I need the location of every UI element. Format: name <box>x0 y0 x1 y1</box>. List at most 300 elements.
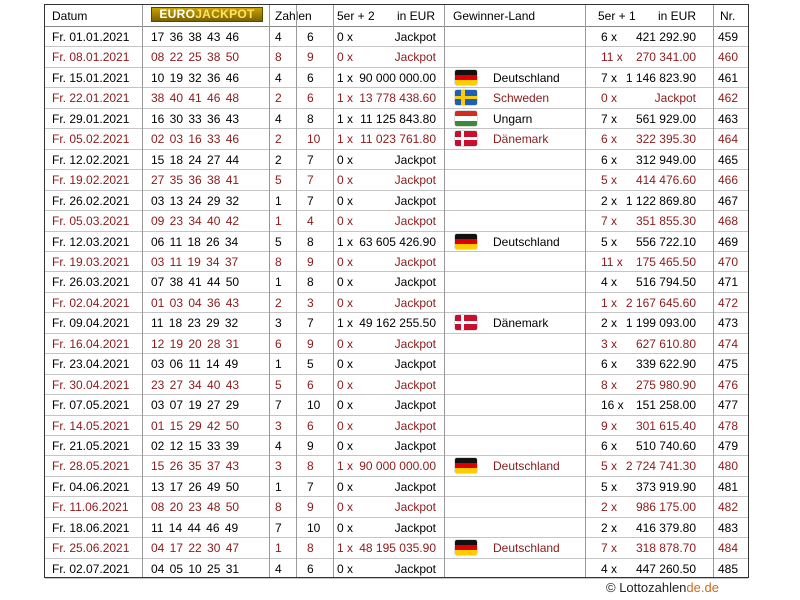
row-divider <box>45 537 748 538</box>
cell-prize-5plus1: 351 855.30 <box>635 214 696 229</box>
cell-winners-5plus1: 5 x <box>601 479 618 494</box>
cell-prize-5plus2: Jackpot <box>394 377 436 392</box>
cell-prize-5plus1: 312 949.00 <box>635 152 696 167</box>
cell-euro-2: 10 <box>307 132 321 147</box>
cell-prize-5plus1: 416 379.80 <box>635 520 696 535</box>
cell-euro-2: 3 <box>307 295 314 310</box>
table-row <box>45 416 748 436</box>
row-divider <box>45 210 748 211</box>
cell-date: Fr. 19.03.2021 <box>52 254 130 269</box>
cell-euro-2: 8 <box>307 541 314 556</box>
cell-euro-2: 10 <box>307 398 321 413</box>
cell-nr: 475 <box>717 357 738 372</box>
cell-date: Fr. 05.02.2021 <box>52 132 130 147</box>
table-row <box>45 150 748 170</box>
cell-euro-1: 2 <box>275 91 282 106</box>
cell-euro-1: 4 <box>275 439 282 453</box>
row-divider <box>45 231 748 232</box>
cell-euro-1: 8 <box>275 500 282 515</box>
flag-de-icon <box>455 234 477 249</box>
cell-winners-5plus1: 11 x <box>601 50 623 65</box>
cell-prize-5plus1: 270 341.00 <box>635 50 696 65</box>
cell-prize-5plus2: Jackpot <box>394 398 436 413</box>
cell-winners-5plus1: 2 x <box>601 520 618 535</box>
cell-prize-5plus2: Jackpot <box>394 50 436 65</box>
cell-winners-5plus2: 0 x <box>337 214 354 229</box>
cell-prize-5plus2: Jackpot <box>394 193 436 208</box>
table-row <box>45 88 748 108</box>
cell-numbers: 04 17 22 30 47 <box>151 541 240 556</box>
footer-tld: de.de <box>686 580 719 595</box>
header-in-eur-1: in EUR <box>397 9 436 23</box>
table-row <box>45 272 748 292</box>
cell-numbers: 07 38 41 44 50 <box>151 275 240 290</box>
cell-winners-5plus2: 1 x <box>337 132 354 147</box>
flag-se-icon <box>455 90 477 105</box>
cell-nr: 467 <box>717 193 738 208</box>
cell-prize-5plus1: 561 929.00 <box>635 111 696 126</box>
cell-euro-1: 5 <box>275 173 282 188</box>
table-row <box>45 477 748 497</box>
table-row <box>45 497 748 517</box>
cell-euro-1: 3 <box>275 418 282 433</box>
row-divider <box>45 169 748 170</box>
cell-numbers: 03 06 11 14 49 <box>151 357 239 372</box>
row-divider <box>45 251 748 252</box>
cell-euro-1: 1 <box>275 479 282 494</box>
cell-date: Fr. 09.04.2021 <box>52 316 130 331</box>
cell-prize-5plus2: Jackpot <box>394 214 436 229</box>
cell-winners-5plus2: 1 x <box>337 316 354 331</box>
table-row <box>45 211 748 231</box>
cell-winners-5plus1: 16 x <box>601 398 624 413</box>
cell-winners-5plus2: 0 x <box>337 561 354 576</box>
cell-date: Fr. 28.05.2021 <box>52 459 130 474</box>
cell-date: Fr. 25.06.2021 <box>52 541 130 556</box>
table-row <box>45 538 748 558</box>
cell-date: Fr. 15.01.2021 <box>52 70 130 85</box>
cell-nr: 462 <box>717 91 738 106</box>
cell-euro-2: 6 <box>307 30 314 44</box>
cell-numbers: 03 11 19 34 37 <box>151 254 239 269</box>
row-divider <box>45 353 748 354</box>
cell-winners-5plus2: 0 x <box>337 439 354 453</box>
table-row <box>45 313 748 333</box>
cell-euro-2: 6 <box>307 91 314 106</box>
logo-euro: EURO <box>159 7 196 21</box>
cell-prize-5plus2: 11 023 761.80 <box>360 132 436 147</box>
cell-date: Fr. 26.02.2021 <box>52 193 130 208</box>
cell-euro-2: 8 <box>307 275 314 290</box>
header-gewinner-land: Gewinner-Land <box>453 9 536 23</box>
cell-numbers: 15 18 24 27 44 <box>151 152 240 167</box>
cell-country: Ungarn <box>493 111 533 126</box>
row-divider <box>45 333 748 334</box>
cell-winners-5plus1: 5 x <box>601 459 618 474</box>
cell-winners-5plus2: 0 x <box>337 193 354 208</box>
cell-numbers: 23 27 34 40 43 <box>151 377 240 392</box>
cell-prize-5plus1: 2 167 645.60 <box>625 295 696 310</box>
cell-prize-5plus2: 48 195 035.90 <box>359 541 436 556</box>
cell-euro-2: 9 <box>307 50 314 65</box>
row-divider <box>45 578 748 579</box>
cell-prize-5plus1: 373 919.90 <box>635 479 696 494</box>
row-divider <box>45 87 748 88</box>
table-row <box>45 334 748 354</box>
cell-prize-5plus1: 510 740.60 <box>635 439 696 453</box>
cell-prize-5plus1: 339 622.90 <box>635 357 696 372</box>
cell-date: Fr. 16.04.2021 <box>52 336 130 351</box>
cell-nr: 478 <box>717 418 738 433</box>
cell-nr: 463 <box>717 111 738 126</box>
cell-euro-1: 8 <box>275 254 282 269</box>
cell-nr: 470 <box>717 254 738 269</box>
table-row <box>45 27 748 47</box>
cell-euro-1: 2 <box>275 295 282 310</box>
cell-euro-1: 4 <box>275 30 282 44</box>
row-divider <box>45 374 748 375</box>
cell-winners-5plus2: 0 x <box>337 479 354 494</box>
cell-date: Fr. 02.04.2021 <box>52 295 130 310</box>
row-divider <box>45 476 748 477</box>
row-divider <box>45 46 748 47</box>
cell-numbers: 08 22 25 38 50 <box>151 50 240 65</box>
cell-prize-5plus1: 2 724 741.30 <box>625 459 696 474</box>
cell-prize-5plus2: Jackpot <box>394 275 436 290</box>
table-row <box>45 354 748 374</box>
cell-winners-5plus2: 0 x <box>337 30 354 44</box>
column-divider <box>713 5 714 577</box>
cell-country: Deutschland <box>493 541 560 556</box>
cell-winners-5plus1: 5 x <box>601 234 618 249</box>
cell-numbers: 11 14 44 46 49 <box>151 520 239 535</box>
cell-numbers: 08 20 23 48 50 <box>151 500 240 515</box>
table-row <box>45 232 748 252</box>
cell-numbers: 38 40 41 46 48 <box>151 91 240 106</box>
cell-euro-1: 5 <box>275 377 282 392</box>
row-divider <box>45 558 748 559</box>
row-divider <box>45 190 748 191</box>
cell-euro-1: 1 <box>275 193 282 208</box>
cell-prize-5plus1: 1 199 093.00 <box>625 316 696 331</box>
cell-euro-2: 7 <box>307 479 314 494</box>
cell-prize-5plus2: Jackpot <box>394 418 436 433</box>
cell-prize-5plus2: 11 125 843.80 <box>360 111 436 126</box>
cell-prize-5plus1: Jackpot <box>654 91 696 106</box>
cell-winners-5plus1: 2 x <box>601 193 618 208</box>
cell-prize-5plus1: 322 395.30 <box>635 132 696 147</box>
cell-euro-2: 9 <box>307 439 314 453</box>
flag-de-icon <box>455 70 477 85</box>
footer-copyright: © Lottozahlen <box>606 580 687 595</box>
cell-prize-5plus2: Jackpot <box>394 152 436 167</box>
cell-date: Fr. 01.01.2021 <box>52 30 130 44</box>
cell-prize-5plus1: 516 794.50 <box>635 275 696 290</box>
cell-nr: 472 <box>717 295 738 310</box>
cell-nr: 484 <box>717 541 738 556</box>
cell-winners-5plus1: 6 x <box>601 357 618 372</box>
cell-winners-5plus2: 0 x <box>337 377 354 392</box>
cell-euro-2: 8 <box>307 111 314 126</box>
cell-euro-2: 4 <box>307 214 314 229</box>
cell-winners-5plus2: 0 x <box>337 50 354 65</box>
cell-prize-5plus2: Jackpot <box>394 336 436 351</box>
cell-winners-5plus1: 0 x <box>601 91 618 106</box>
cell-numbers: 01 15 29 42 50 <box>151 418 240 433</box>
cell-country: Deutschland <box>493 70 560 85</box>
cell-date: Fr. 21.05.2021 <box>52 439 130 453</box>
cell-winners-5plus1: 7 x <box>601 214 618 229</box>
row-divider <box>45 394 748 395</box>
cell-nr: 471 <box>717 275 738 290</box>
cell-nr: 480 <box>717 459 738 474</box>
cell-winners-5plus1: 8 x <box>601 377 618 392</box>
cell-prize-5plus1: 447 260.50 <box>635 561 696 576</box>
cell-euro-2: 7 <box>307 152 314 167</box>
cell-date: Fr. 22.01.2021 <box>52 91 130 106</box>
cell-date: Fr. 08.01.2021 <box>52 50 130 65</box>
cell-numbers: 04 05 10 25 31 <box>151 561 240 576</box>
cell-euro-2: 5 <box>307 357 314 372</box>
row-divider <box>45 128 748 129</box>
cell-date: Fr. 23.04.2021 <box>52 357 130 372</box>
row-divider <box>45 415 748 416</box>
cell-euro-2: 6 <box>307 377 314 392</box>
cell-country: Dänemark <box>493 132 549 147</box>
cell-winners-5plus1: 5 x <box>601 173 618 188</box>
cell-numbers: 12 19 20 28 31 <box>151 336 240 351</box>
cell-numbers: 17 36 38 43 46 <box>151 30 240 44</box>
cell-prize-5plus2: Jackpot <box>394 479 436 494</box>
cell-prize-5plus2: 90 000 000.00 <box>359 70 436 85</box>
site-footer <box>606 580 719 595</box>
cell-winners-5plus1: 6 x <box>601 132 618 147</box>
cell-euro-1: 1 <box>275 214 282 229</box>
cell-prize-5plus2: 49 162 255.50 <box>359 316 436 331</box>
table-row <box>45 456 748 476</box>
row-divider <box>45 435 748 436</box>
cell-prize-5plus1: 151 258.00 <box>635 398 696 413</box>
cell-numbers: 01 03 04 36 43 <box>151 295 240 310</box>
cell-winners-5plus1: 11 x <box>601 254 623 269</box>
row-divider <box>45 496 748 497</box>
cell-euro-2: 7 <box>307 193 314 208</box>
cell-winners-5plus1: 6 x <box>601 30 618 44</box>
row-divider <box>45 67 748 68</box>
cell-date: Fr. 14.05.2021 <box>52 418 130 433</box>
table-header <box>45 5 748 27</box>
cell-euro-2: 6 <box>307 418 314 433</box>
cell-winners-5plus2: 1 x <box>337 459 354 474</box>
cell-winners-5plus2: 0 x <box>337 152 354 167</box>
cell-numbers: 13 17 26 49 50 <box>151 479 240 494</box>
cell-euro-2: 7 <box>307 316 314 331</box>
cell-nr: 483 <box>717 520 738 535</box>
column-divider <box>142 5 143 577</box>
flag-de-icon <box>455 458 477 473</box>
table-row <box>45 129 748 149</box>
table-row <box>45 68 748 88</box>
eurojackpot-logo <box>151 7 263 22</box>
cell-date: Fr. 30.04.2021 <box>52 377 130 392</box>
cell-winners-5plus1: 7 x <box>601 541 618 556</box>
cell-prize-5plus1: 986 175.00 <box>635 500 696 515</box>
header-5er-plus-2: 5er + 2 <box>337 9 375 23</box>
cell-euro-2: 6 <box>307 561 314 576</box>
header-datum: Datum <box>52 9 88 23</box>
cell-numbers: 09 23 34 40 42 <box>151 214 240 229</box>
cell-winners-5plus1: 2 x <box>601 316 618 331</box>
cell-numbers: 11 18 23 29 32 <box>151 316 239 331</box>
column-divider <box>444 5 445 577</box>
cell-winners-5plus1: 1 x <box>601 295 618 310</box>
cell-date: Fr. 11.06.2021 <box>52 500 129 515</box>
cell-euro-2: 7 <box>307 173 314 188</box>
cell-winners-5plus2: 0 x <box>337 295 354 310</box>
column-divider <box>269 5 270 577</box>
cell-numbers: 27 35 36 38 41 <box>151 173 240 188</box>
cell-prize-5plus1: 414 476.60 <box>635 173 696 188</box>
cell-prize-5plus2: 63 605 426.90 <box>359 234 436 249</box>
cell-winners-5plus1: 7 x <box>601 111 618 126</box>
cell-prize-5plus1: 275 980.90 <box>635 377 696 392</box>
cell-numbers: 03 07 19 27 29 <box>151 398 240 413</box>
cell-winners-5plus2: 1 x <box>337 234 354 249</box>
cell-prize-5plus2: Jackpot <box>394 561 436 576</box>
cell-numbers: 06 11 18 26 34 <box>151 234 239 249</box>
row-divider <box>45 26 748 27</box>
cell-winners-5plus1: 2 x <box>601 500 618 515</box>
cell-nr: 485 <box>717 561 738 576</box>
cell-nr: 466 <box>717 173 738 188</box>
cell-prize-5plus1: 421 292.90 <box>635 30 696 44</box>
cell-winners-5plus2: 0 x <box>337 418 354 433</box>
cell-country: Deutschland <box>493 234 560 249</box>
table-row <box>45 293 748 313</box>
cell-winners-5plus2: 1 x <box>337 541 354 556</box>
cell-winners-5plus1: 4 x <box>601 561 618 576</box>
cell-euro-1: 4 <box>275 70 282 85</box>
cell-nr: 476 <box>717 377 738 392</box>
cell-winners-5plus2: 0 x <box>337 173 354 188</box>
table-row <box>45 559 748 579</box>
cell-date: Fr. 05.03.2021 <box>52 214 130 229</box>
cell-prize-5plus2: Jackpot <box>394 500 436 515</box>
row-divider <box>45 517 748 518</box>
cell-nr: 482 <box>717 500 738 515</box>
table-row <box>45 375 748 395</box>
cell-prize-5plus1: 301 615.40 <box>635 418 696 433</box>
cell-winners-5plus1: 7 x <box>601 70 618 85</box>
flag-dk-icon <box>455 131 477 146</box>
cell-winners-5plus2: 1 x <box>337 111 354 126</box>
cell-prize-5plus2: 13 778 438.60 <box>359 91 436 106</box>
cell-winners-5plus1: 6 x <box>601 439 618 453</box>
cell-nr: 479 <box>717 439 738 453</box>
cell-euro-1: 8 <box>275 50 282 65</box>
table-row <box>45 191 748 211</box>
header-zahlen: Zahlen <box>275 9 312 23</box>
row-divider <box>45 292 748 293</box>
cell-euro-2: 8 <box>307 234 314 249</box>
cell-prize-5plus2: Jackpot <box>394 295 436 310</box>
cell-euro-1: 3 <box>275 316 282 331</box>
cell-date: Fr. 18.06.2021 <box>52 520 130 535</box>
cell-euro-1: 3 <box>275 459 282 474</box>
cell-numbers: 02 03 16 33 46 <box>151 132 240 147</box>
row-divider <box>45 455 748 456</box>
cell-nr: 477 <box>717 398 738 413</box>
cell-date: Fr. 12.02.2021 <box>52 152 130 167</box>
logo-jackpot: JACKPOT <box>195 7 255 21</box>
cell-nr: 459 <box>717 30 738 44</box>
cell-numbers: 10 19 32 36 46 <box>151 70 240 85</box>
cell-date: Fr. 29.01.2021 <box>52 111 130 126</box>
row-divider <box>45 108 748 109</box>
table-row <box>45 170 748 190</box>
cell-country: Dänemark <box>493 316 549 331</box>
cell-euro-1: 4 <box>275 561 282 576</box>
cell-euro-2: 8 <box>307 459 314 474</box>
cell-country: Schweden <box>493 91 550 106</box>
cell-prize-5plus2: Jackpot <box>394 520 436 535</box>
cell-prize-5plus2: Jackpot <box>394 357 436 372</box>
cell-numbers: 15 26 35 37 43 <box>151 459 240 474</box>
cell-euro-2: 10 <box>307 520 321 535</box>
cell-nr: 468 <box>717 214 738 229</box>
table-row <box>45 109 748 129</box>
cell-euro-2: 9 <box>307 336 314 351</box>
cell-euro-1: 6 <box>275 336 282 351</box>
cell-prize-5plus2: Jackpot <box>394 173 436 188</box>
cell-date: Fr. 07.05.2021 <box>52 398 130 413</box>
cell-winners-5plus2: 1 x <box>337 91 354 106</box>
cell-winners-5plus2: 0 x <box>337 520 354 535</box>
cell-date: Fr. 19.02.2021 <box>52 173 130 188</box>
row-divider <box>45 312 748 313</box>
cell-nr: 460 <box>717 50 738 65</box>
cell-prize-5plus2: Jackpot <box>394 254 436 269</box>
cell-winners-5plus2: 0 x <box>337 336 354 351</box>
cell-euro-1: 2 <box>275 132 282 147</box>
cell-nr: 464 <box>717 132 738 147</box>
cell-prize-5plus2: Jackpot <box>394 439 436 453</box>
cell-numbers: 16 30 33 36 43 <box>151 111 240 126</box>
cell-winners-5plus1: 9 x <box>601 418 618 433</box>
flag-de-icon <box>455 540 477 555</box>
cell-prize-5plus1: 1 146 823.90 <box>625 70 696 85</box>
cell-prize-5plus1: 556 722.10 <box>635 234 696 249</box>
cell-prize-5plus1: 318 878.70 <box>635 541 696 556</box>
row-divider <box>45 271 748 272</box>
cell-euro-2: 6 <box>307 70 314 85</box>
table-row <box>45 436 748 456</box>
cell-winners-5plus1: 3 x <box>601 336 618 351</box>
cell-date: Fr. 26.03.2021 <box>52 275 130 290</box>
cell-winners-5plus2: 1 x <box>337 70 354 85</box>
cell-euro-1: 1 <box>275 275 282 290</box>
cell-winners-5plus2: 0 x <box>337 500 354 515</box>
table-row <box>45 518 748 538</box>
cell-euro-1: 7 <box>275 520 282 535</box>
cell-nr: 474 <box>717 336 738 351</box>
results-table <box>44 4 749 578</box>
cell-date: Fr. 12.03.2021 <box>52 234 130 249</box>
table-row <box>45 252 748 272</box>
column-divider <box>333 5 334 577</box>
cell-country: Deutschland <box>493 459 560 474</box>
table-row <box>45 395 748 415</box>
